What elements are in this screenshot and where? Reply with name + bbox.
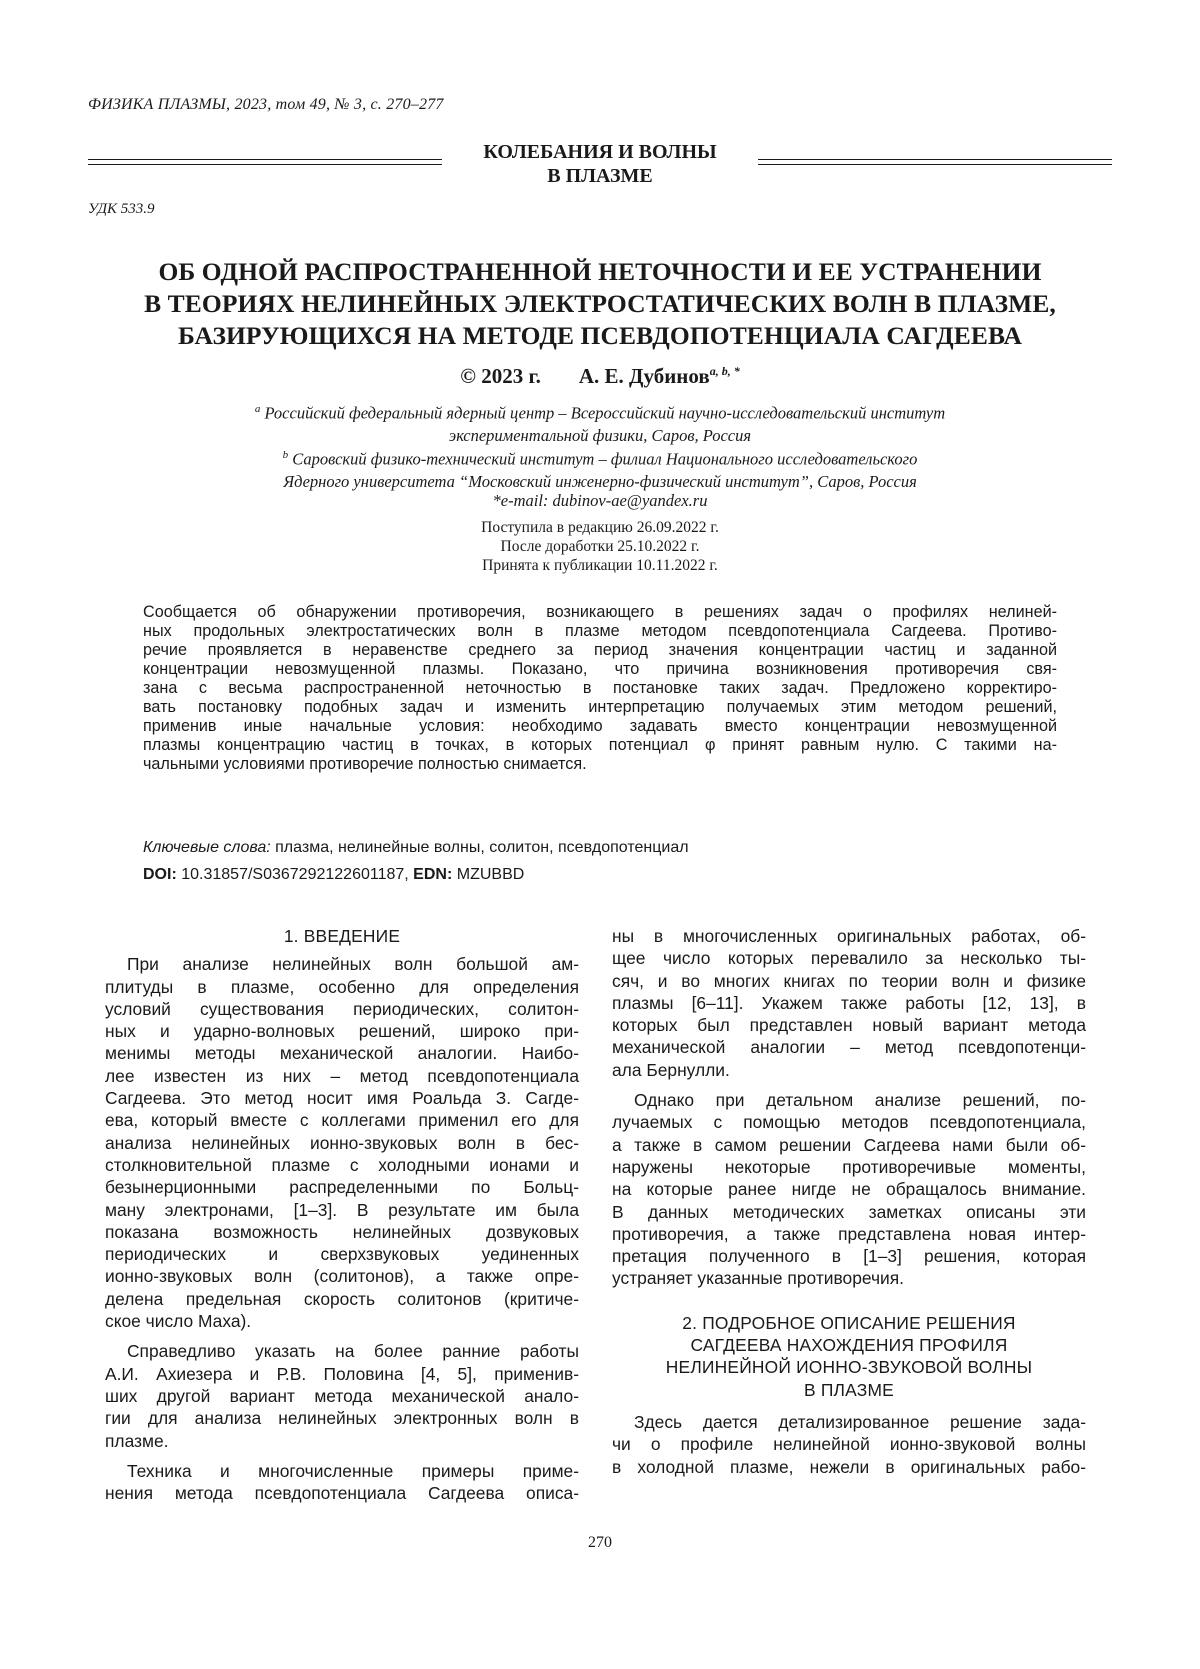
section-banner	[88, 140, 1112, 190]
paragraph: Здесь дается детализированное решение зада- чи о профиле нелинейной ионно-звуковой волны в холодной плазме, нежели в оригинальных рабо-	[612, 1411, 1086, 1477]
left-column	[105, 925, 579, 1512]
copyright-year: © 2023 г.	[460, 364, 541, 388]
paragraph: При анализе нелинейных волн большой ам- плитуды в плазме, особенно для определения условий существования периодических, солитон- ных и ударно-волновых решений, широко при- менимы методы механической аналогии. Наибо- лее известен из них – метод псевдопотенциала Сагдеева. Это метод носит имя Роальда З. Сагде- ева, который вместе с коллегами применил его для анализа нелинейных ионно-звуковых волн в бес- столкновительной плазме с холодными ионами и безынерционными распределенными по Больц- ману электронами, [1–3]. В результате им была показана возможность нелинейных дозвуковых периодических и сверхзвуковых уединенных ионно-звуковых волн (солитонов), а также опре- делена предельная скорость солитонов (критиче- ское число Маха).	[105, 954, 579, 1332]
author-name: А. Е. Дубинов	[578, 364, 710, 388]
doi-value[interactable]: 10.31857/S0367292122601187,	[181, 866, 409, 883]
affiliation-a: $^a$ Российский федеральный ядерный центр – Всероссийский научно-исследовательский институт экспериментальной физики, Саров, Россия	[254, 403, 946, 445]
page-number: 270	[588, 1534, 612, 1551]
journal-reference: ФИЗИКА ПЛАЗМЫ, 2023, том 49, № 3, с. 270–277	[88, 96, 444, 113]
right-column	[612, 925, 1086, 1486]
revised-date: После доработки 25.10.2022 г.	[500, 538, 700, 555]
keywords	[143, 839, 689, 857]
article-title: ОБ ОДНОЙ РАСПРОСТРАНЕННОЙ НЕТОЧНОСТИ И ЕЕ УСТРАНЕНИИ В ТЕОРИЯХ НЕЛИНЕЙНЫХ ЭЛЕКТРОСТАТИЧЕСКИХ ВОЛН В ПЛАЗМЕ, БАЗИРУЮЩИХСЯ НА МЕТОДЕ ПСЕВДОПОТЕНЦИАЛА САГДЕЕВА	[144, 257, 1056, 350]
affiliation-b: $^b$ Саровский физико-технический институт – филиал Национального исследовательского Ядерного университета “Московский инженерно-физический институт”, Саров, Россия	[282, 449, 918, 491]
section-heading-2: 2. ПОДРОБНОЕ ОПИСАНИЕ РЕШЕНИЯ САГДЕЕВА НАХОЖДЕНИЯ ПРОФИЛЯ НЕЛИНЕЙНОЙ ИОННО-ЗВУКОВОЙ ВОЛНЫ В ПЛАЗМЕ	[665, 1312, 1033, 1400]
paragraph: Техника и многочисленные примеры приме- нения метода псевдопотенциала Сагдеева описа-	[105, 1460, 579, 1504]
author-line	[0, 364, 1200, 389]
author-marks: a, b, *	[709, 364, 740, 378]
doi-line	[143, 866, 524, 884]
section-heading-intro: 1. ВВЕДЕНИЕ	[283, 926, 401, 946]
banner-rule-left	[88, 159, 442, 165]
doi-label: DOI:	[143, 866, 177, 883]
keywords-text: плазма, нелинейные волны, солитон, псевдопотенциал	[275, 839, 689, 856]
keywords-label: Ключевые слова:	[143, 839, 271, 856]
banner-rule-right	[758, 159, 1112, 165]
paragraph: Однако при детальном анализе решений, по- лучаемых с помощью методов псевдопотенциала, а также в самом решении Сагдеева нами были об- наружены некоторые противоречивые моменты, на которые ранее нигде не обращалось внимание. В данных методических заметках описаны эти противоречия, а также представлена новая интер- претация полученного в [1–3] решения, которая устраняет указанные противоречия.	[612, 1090, 1086, 1289]
udk-code: УДК 533.9	[88, 201, 155, 217]
paragraph: Справедливо указать на более ранние работы А.И. Ахиезера и Р.В. Половина [4, 5], применив- ших другой вариант метода механической анало- гии для анализа нелинейных электронных волн в плазме.	[105, 1341, 579, 1451]
abstract: Сообщается об обнаружении противоречия, возникающего в решениях задач о профилях нелиней- ных продольных электростатических волн в плазме методом псевдопотенциала Сагдеева. Противо- речие проявляется в неравенстве среднего за период значения концентрации частиц и заданной концентрации невозмущенной плазмы. Показано, что причина возникновения противоречия свя- зана с весьма распространенной неточностью в постановке таких задач. Предложено корректиро- вать постановку подобных задач и изменить интерпретацию получаемых этим методом решений, применив иные начальные условия: необходимо задавать вместо концентрации невозмущенной плазмы концентрацию частиц в точках, в которых потенциал φ принят равным нулю. С такими на- чальными условиями противоречие полностью снимается.	[143, 603, 1057, 773]
section-title: КОЛЕБАНИЯ И ВОЛНЫ В ПЛАЗМЕ	[483, 141, 717, 187]
submission-dates	[300, 518, 900, 575]
edn-value: MZUBBD	[456, 866, 525, 883]
received-date: Поступила в редакцию 26.09.2022 г.	[481, 519, 719, 536]
paragraph: ны в многочисленных оригинальных работах, об- щее число которых перевалило за несколько ты- сяч, и во многих книгах по теории волн и физике плазмы [6–11]. Укажем также работы [12, 13], в которых был представлен новый вариант метода механической аналогии – метод псевдопотенци- ала Бернулли.	[612, 926, 1086, 1080]
edn-label: EDN:	[413, 866, 453, 883]
accepted-date: Принята к публикации 10.11.2022 г.	[482, 557, 718, 574]
author-email[interactable]: *e-mail: dubinov-ae@yandex.ru	[492, 491, 708, 510]
